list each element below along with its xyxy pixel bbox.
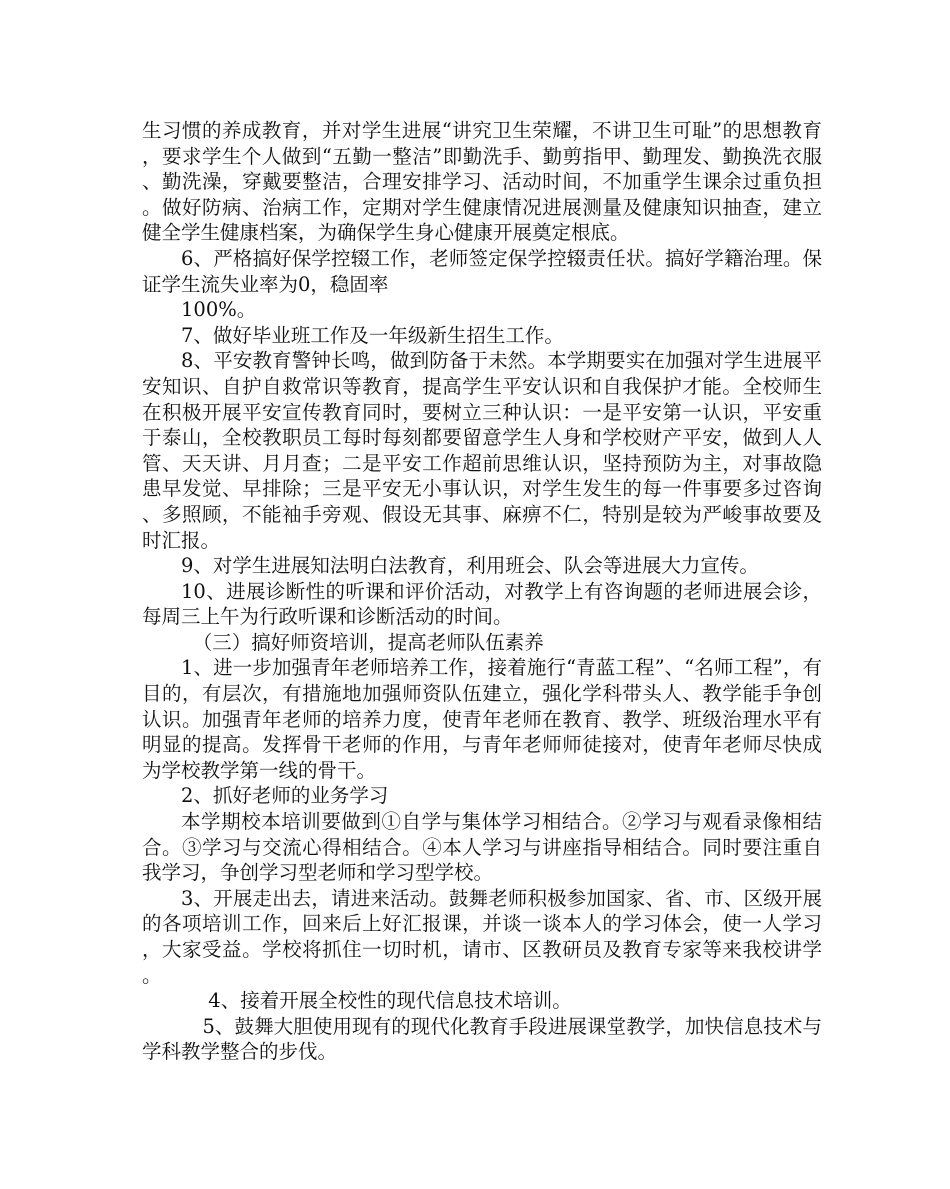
document-page	[142, 118, 822, 1065]
paragraph-training-1: 1、进一步加强青年老师培养工作，接着施行“青蓝工程”、“名师工程”，有目的，有层次，有措施地加强师资队伍建立，强化学科带头人、教学能手争创认识。加强青年老师的培养力度，使青年老师在教育、教学、班级治理水平有明显的提高。发挥骨干老师的作用，与青年老师师徒接对，使青年老师尽快成为学校教学第一线的骨干。	[142, 656, 822, 782]
paragraph-training-2: 2、抓好老师的业务学习	[181, 784, 389, 808]
paragraph-training-4: 4、接着开展全校性的现代信息技术培训。	[208, 989, 572, 1013]
paragraph-item-6: 6、严格搞好保学控辍工作，老师签定保学控辍责任状。搞好学籍治理。保证学生流失业率为0，稳固率	[142, 246, 822, 296]
paragraph-training-2-detail: 本学期校本培训要做到①自学与集体学习相结合。②学习与观看录像相结合。③学习与交流心得相结合。④本人学习与讲座指导相结合。同时要注重自我学习，争创学习型老师和学习型学校。	[142, 810, 822, 885]
section-heading-3: （三）搞好师资培训，提高老师队伍素养	[192, 630, 544, 654]
paragraph-hygiene: 生习惯的养成教育，并对学生进展“讲究卫生荣耀，不讲卫生可耻”的思想教育，要求学生个人做到“五勤一整洁”即勤洗手、勤剪指甲、勤理发、勤换洗衣服、勤洗澡，穿戴要整洁，合理安排学习、活动时间，不加重学生课余过重负担。做好防病、治病工作，定期对学生健康情况进展测量及健康知识抽查，建立健全学生健康档案，为确保学生身心健康开展奠定根底。	[142, 119, 822, 245]
paragraph-item-7: 7、做好毕业班工作及一年级新生招生工作。	[181, 323, 564, 347]
paragraph-training-5: 5、鼓舞大胆使用现有的现代化教育手段进展课堂教学，加快信息技术与学科教学整合的步伐。	[142, 1014, 822, 1064]
paragraph-item-9: 9、对学生进展知法明白法教育，利用班会、队会等进展大力宣传。	[181, 554, 759, 578]
paragraph-training-3: 3、开展走出去，请进来活动。鼓舞老师积极参加国家、省、市、区级开展的各项培训工作，回来后上好汇报课，并谈一谈本人的学习体会，使一人学习，大家受益。学校将抓住一切时机，请市、区教研员及教育专家等来我校讲学。	[142, 886, 822, 987]
paragraph-item-8: 8、平安教育警钟长鸣，做到防备于未然。本学期要实在加强对学生进展平安知识、自护自救常识等教育，提高学生平安认识和自我保护才能。全校师生在积极开展平安宣传教育同时，要树立三种认识：一是平安第一认识，平安重于泰山，全校教职员工每时每刻都要留意学生人身和学校财产平安，做到人人管、天天讲、月月查；二是平安工作超前思维认识，坚持预防为主，对事故隐患早发觉、早排除；三是平安无小事认识，对学生发生的每一件事要多过咨询、多照顾，不能袖手旁观、假设无其事、麻痹不仁，特别是较为严峻事故要及时汇报。	[142, 349, 822, 552]
paragraph-item-6-rate: 100%。	[181, 298, 257, 322]
paragraph-item-10: 10、进展诊断性的听课和评价活动，对教学上有咨询题的老师进展会诊，每周三上午为行政听课和诊断活动的时间。	[142, 579, 822, 629]
